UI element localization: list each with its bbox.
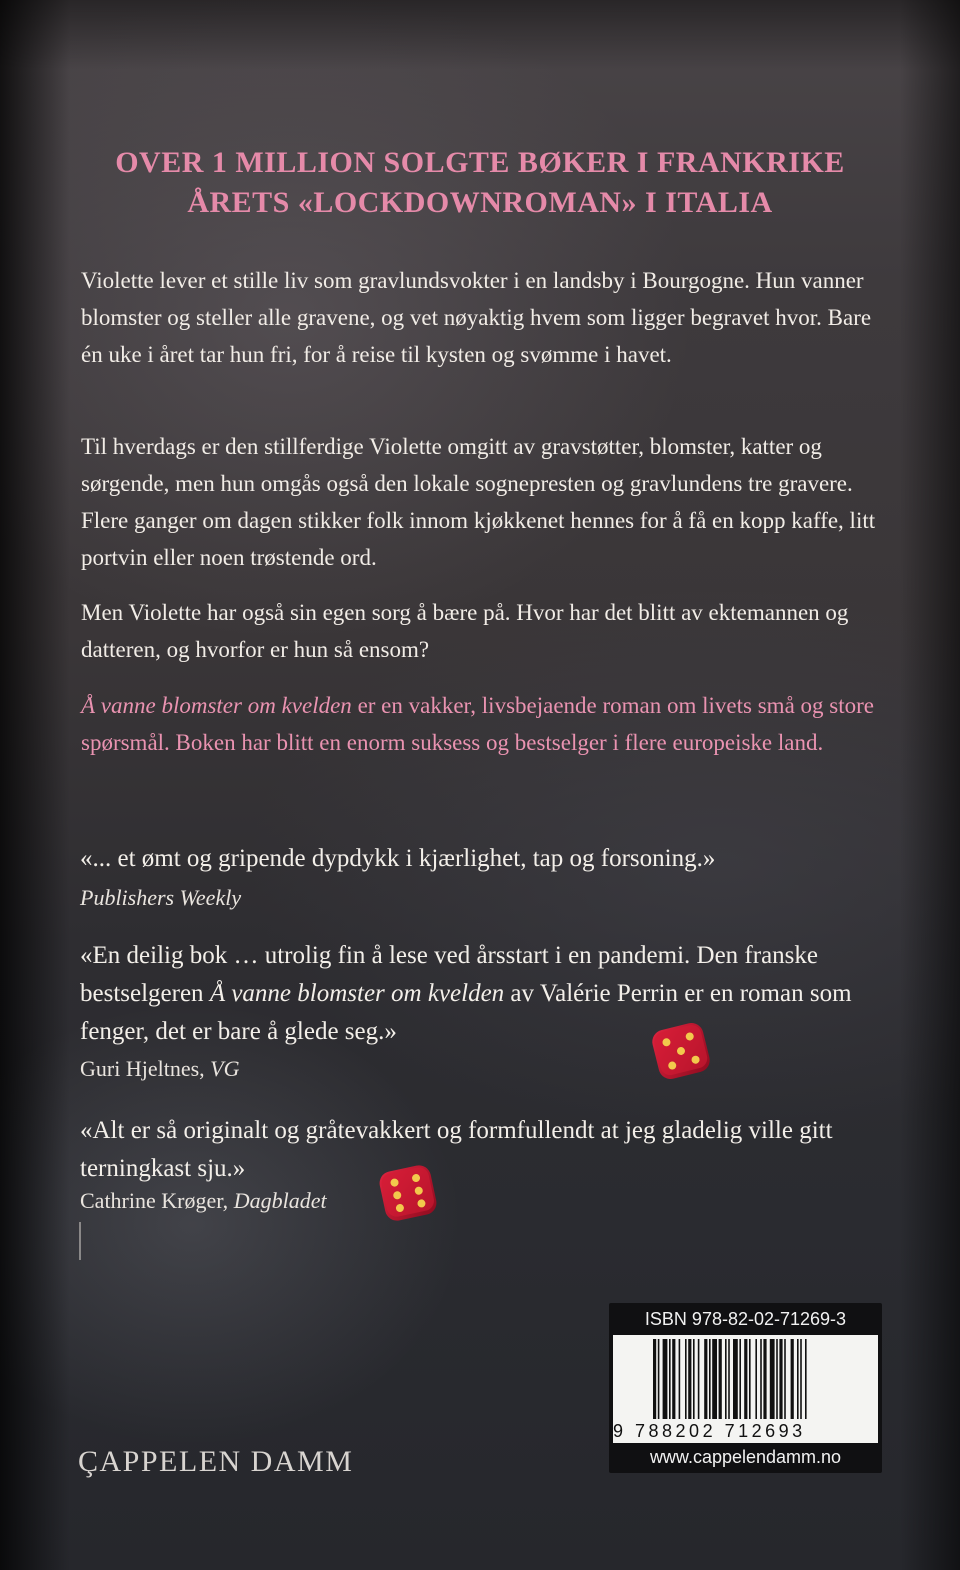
publisher-website: www.cappelendamm.no	[649, 1447, 842, 1467]
dice-six-icon	[376, 1162, 440, 1224]
review-source-3	[80, 1188, 327, 1214]
description-paragraph-1: Violette lever et stille liv som gravlundsvokter i en landsby i Bourgogne. Hun vanner blomster og steller alle gravene, og vet nøyaktig hvem som ligger begravet hvor. Bare én uke i året tar hun fri, for å reise til kysten og svømme i havet.	[81, 268, 872, 367]
edge-mark	[79, 1222, 81, 1260]
review-source-2-outlet: VG	[210, 1056, 240, 1081]
description-paragraph-4	[81, 687, 881, 761]
review-quote-2-title: Å vanne blomster om kvelden	[209, 980, 505, 1007]
headline-sales: OVER 1 MILLION SOLGTE BØKER I FRANKRIKE	[115, 146, 845, 179]
review-source-2	[80, 1056, 239, 1082]
description-paragraph-3: Men Violette har også sin egen sorg å bære på. Hvor har det blitt av ektemannen og datteren, og hvorfor er hun så ensom?	[81, 600, 849, 662]
review-quote-2-end: av Valérie Perrin er en roman som fenger, det er bare å glede seg.»	[80, 980, 852, 1045]
barcode-area	[613, 1335, 878, 1443]
review-source-1: Publishers Weekly	[80, 885, 242, 910]
headline-lockdown: ÅRETS «LOCKDOWNROMAN» I ITALIA	[187, 186, 773, 219]
barcode-panel	[609, 1303, 882, 1473]
review-source-3-outlet: Dagbladet	[233, 1188, 327, 1213]
review-quote-2-start: «En deilig bok … utrolig fin å lese ved årsstart i en pandemi. Den franske bestselgeren	[80, 942, 818, 1007]
review-quote-3: «Alt er så originalt og gråtevakkert og formfullendt at jeg gladelig ville gitt terningkast sju.»	[80, 1117, 833, 1182]
description-paragraph-4-text: er en vakker, livsbejaende roman om livets små og store spørsmål. Boken har blitt en enorm suksess og bestselger i flere europeiske land.	[81, 693, 874, 755]
publisher-logo: ÇAPPELEN DAMM	[78, 1445, 354, 1478]
review-source-2-name: Guri Hjeltnes,	[80, 1056, 211, 1081]
review-quote-1: «... et ømt og gripende dypdykk i kjærlighet, tap og forsoning.»	[80, 845, 716, 872]
book-title-italic: Å vanne blomster om kvelden	[81, 693, 352, 718]
top-shadow	[0, 0, 960, 70]
review-source-3-name: Cathrine Krøger,	[80, 1188, 234, 1213]
review-quote-2	[80, 937, 860, 1051]
dice-five-icon	[648, 1020, 714, 1082]
isbn-label: ISBN 978-82-02-71269-3	[644, 1309, 847, 1329]
barcode-digits: 9 788202 712693	[613, 1421, 806, 1441]
description-paragraph-2: Til hverdags er den stillferdige Violette omgitt av gravstøtter, blomster, katter og sørgende, men hun omgås også den lokale sognepresten og gravlundens tre gravere. Flere ganger om dagen stikker folk innom kjøkkenet hennes for å få en kopp kaffe, litt portvin eller noen trøstende ord.	[81, 434, 876, 570]
